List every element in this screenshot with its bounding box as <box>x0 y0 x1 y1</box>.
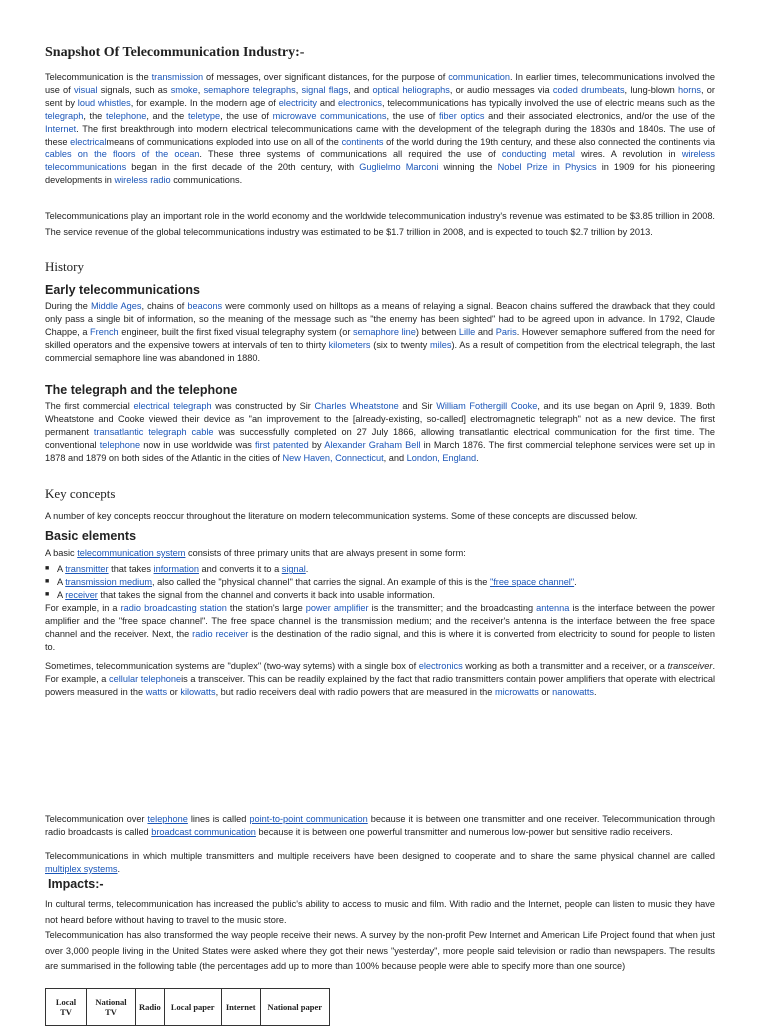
inline-link[interactable]: telephone <box>105 110 147 121</box>
inline-link[interactable]: watts <box>145 686 168 697</box>
early-telecom-heading: Early telecommunications <box>45 283 200 297</box>
duplex-paragraph: Sometimes, telecommunication systems are "duplex" (two-way sytems) with a single box of electronics working as both a transmitter and a receiver, or a transceiver. For example, a cellular telephoneis a transceiver. This can be readily explained by the fact that radio transmitters contain power amplifiers that operate with electrical powers measured in the watts or kilowatts, but radio receivers deal with radio powers that are measured in the microwatts or nanowatts. <box>45 661 716 697</box>
inline-link[interactable]: electronics <box>338 97 382 108</box>
inline-link[interactable]: transatlantic telegraph cable <box>93 426 214 437</box>
intro-paragraph-2: Telecommunications play an important role in the world economy and the worldwide telecommunication industry's revenue was estimated to be $3.85 trillion in 2008. The service revenue of the global telecommunications industry was estimated to be $1.7 trillion in 2008, and is expected to touch $2.7 trillion by 2013. <box>45 211 715 237</box>
inline-link[interactable]: smoke <box>170 84 198 95</box>
table-header-cell: Local paper <box>164 989 221 1026</box>
impacts-paragraph-2: Telecommunication has also transformed the way people receive their news. A survey by the non-profit Pew Internet and American Life Project found that when just over 3,000 people living in the United States were asked where they got their news "yesterday", more people said television or radio than newspapers. The results are summarised in the following table (the percentages add up to more than 100% because people were able to specify more than one source) <box>45 930 715 971</box>
table-header-cell: Internet <box>221 989 260 1026</box>
inline-link[interactable]: transmission medium <box>65 576 152 587</box>
inline-link[interactable]: antenna <box>536 603 570 613</box>
inline-link[interactable]: coded drumbeats <box>552 84 625 95</box>
inline-link[interactable]: wireless telecommunications <box>45 149 715 173</box>
inline-link[interactable]: Nobel Prize in Physics <box>497 162 597 173</box>
inline-link[interactable]: telegraph <box>45 110 84 121</box>
inline-link[interactable]: William Fothergill Cooke <box>436 401 538 411</box>
inline-link[interactable]: Paris <box>495 326 517 337</box>
inline-link[interactable]: semaphore line <box>353 326 416 337</box>
basic-elements-heading: Basic elements <box>45 529 137 543</box>
inline-link[interactable]: radio receiver <box>192 628 249 639</box>
inline-link[interactable]: microwatts <box>494 686 539 697</box>
inline-link[interactable]: electricity <box>278 97 317 108</box>
inline-link[interactable]: Middle Ages <box>90 301 142 311</box>
inline-link[interactable]: Alexander Graham Bell <box>324 439 421 450</box>
table-header-cell: National TV <box>87 989 136 1026</box>
inline-link[interactable]: "free space channel" <box>489 576 575 587</box>
inline-link[interactable]: teletype <box>187 110 221 121</box>
table-header-cell: Local TV <box>46 989 87 1026</box>
basic-elements-list <box>45 563 715 602</box>
inline-link[interactable]: point-to-point communication <box>249 814 368 824</box>
inline-link[interactable]: communication <box>448 72 510 82</box>
inline-link[interactable]: optical heliographs <box>372 84 450 95</box>
inline-link[interactable]: information <box>153 564 199 574</box>
inline-link[interactable]: Internet <box>45 123 77 134</box>
inline-link[interactable]: French <box>90 326 119 337</box>
inline-link[interactable]: loud whistles <box>77 97 131 108</box>
key-concepts-heading: Key concepts <box>45 486 116 501</box>
inline-link[interactable]: visual <box>73 84 98 95</box>
impacts-paragraph-1: In cultural terms, telecommunication has increased the public's ability to access to music and film. With radio and the Internet, people can listen to music they have not heard before without having to travel to the music store. <box>45 899 715 925</box>
point-to-point-paragraph: Telecommunication over telephone lines is called point-to-point communication because it is between one transmitter and one receiver. Telecommunication through radio broadcasts is called broadcast communication because it is between one powerful transmitter and numerous low-power but sensitive radio receivers. <box>45 814 716 837</box>
inline-link[interactable]: cellular telephone <box>109 673 182 684</box>
intro-paragraph-1: Telecommunication is the transmission of messages, over significant distances, for the purpose of communication. In earlier times, telecommunications involved the use of visual signals, such as smoke, semaphore telegraphs, signal flags, and optical heliographs, or audio messages via coded drumbeats, lung-blown horns, or sent by loud whistles, for example. In the modern age of electricity and electronics, telecommunications has typically involved the use of electric means such as the telegraph, the telephone, and the teletype, the use of microwave communications, the use of fiber optics and their associated electronics, and/or the use of the Internet. The first breakthrough into modern electrical telecommunications came with the development of the telegraph during the 1830s and 1840s. The use of these electricalmeans of communications exploded into use on all of the continents of the world during the 19th century, and these also connected the continents via cables on the floors of the ocean. These three systems of communications all required the use of conducting metal wires. A revolution in wireless telecommunications began in the first decade of the 20th century, with Guglielmo Marconi winning the Nobel Prize in Physics in 1909 for his pioneering developments in wireless radio communications. <box>45 72 716 186</box>
inline-link[interactable]: nanowatts <box>552 686 595 697</box>
inline-link[interactable]: Guglielmo Marconi <box>359 162 439 173</box>
inline-link[interactable]: receiver <box>65 589 98 600</box>
inline-link[interactable]: telephone <box>147 814 188 824</box>
inline-link[interactable]: microwave communications <box>272 110 387 121</box>
inline-link[interactable]: London, England <box>406 452 477 463</box>
telegraph-heading: The telegraph and the telephone <box>45 383 238 397</box>
inline-link[interactable]: signal flags <box>301 84 349 95</box>
inline-link[interactable]: transmission <box>151 72 204 82</box>
inline-link[interactable]: first patented <box>255 439 309 450</box>
inline-link[interactable]: miles <box>430 339 452 350</box>
list-item: ■ A receiver that takes the signal from the channel and converts it back into usable information. <box>45 589 715 602</box>
table-header-cell: National paper <box>260 989 329 1026</box>
inline-link[interactable]: signal <box>281 564 306 574</box>
inline-link[interactable]: Charles Wheatstone <box>314 401 399 411</box>
inline-link[interactable]: wireless radio <box>114 175 171 186</box>
inline-link[interactable]: semaphore telegraphs <box>203 84 296 95</box>
basic-elements-intro: A basic telecommunication system consists of three primary units that are always present in some form: <box>45 548 466 558</box>
inline-link[interactable]: cables on the floors of the ocean <box>45 149 200 160</box>
inline-link[interactable]: conducting metal <box>501 149 575 160</box>
radio-example-paragraph: For example, in a radio broadcasting station the station's large power amplifier is the transmitter; and the broadcasting antenna is the interface between the power amplifier and the "free space channel". The free space channel is the transmission medium; and the receiver's antenna is the interface between the free space channel and the receiver. Next, the radio receiver is the destination of the radio signal, and this is where it is converted from electricity to sound for people to listen to. <box>45 603 715 652</box>
table-header-cell: Radio <box>136 989 165 1026</box>
table-header-row <box>46 989 330 1026</box>
page-title: Snapshot Of Telecommunication Industry:- <box>45 45 305 60</box>
list-item: ■ A transmission medium, also called the "physical channel" that carries the signal. An example of this is the "free space channel". <box>45 576 715 589</box>
inline-link[interactable]: radio broadcasting station <box>120 603 227 613</box>
inline-link[interactable]: New Haven, Connecticut <box>282 452 384 463</box>
inline-link[interactable]: electronics <box>418 661 463 671</box>
inline-link[interactable]: fiber optics <box>438 110 485 121</box>
inline-link[interactable]: horns <box>678 84 702 95</box>
inline-link[interactable]: continents <box>341 136 384 147</box>
inline-link[interactable]: kilometers <box>328 339 371 350</box>
inline-link[interactable]: broadcast communication <box>151 826 256 837</box>
inline-link[interactable]: power amplifier <box>305 603 369 613</box>
early-telecom-paragraph: During the Middle Ages, chains of beacons were commonly used on hilltops as a means of relaying a signal. Beacon chains suffered the drawback that they could only pass a single bit of information, so the meaning of the message such as "the enemy has been sighted" had to be agreed upon in advance. In 1792, Claude Chappe, a French engineer, built the first fixed visual telegraphy system (or semaphore line) between Lille and Paris. However semaphore suffered from the need for skilled operators and the expensive towers at intervals of ten to thirty kilometers (six to twenty miles). As a result of competition from the electrical telegraph, the last commercial semaphore line was abandoned in 1880. <box>45 301 715 363</box>
inline-link[interactable]: telephone <box>99 439 141 450</box>
inline-link[interactable]: Lille <box>458 326 476 337</box>
multiplex-paragraph: Telecommunications in which multiple transmitters and multiple receivers have been designed to cooperate and to share the same physical channel are called multiplex systems. <box>45 851 715 874</box>
impacts-heading: Impacts:- <box>48 877 104 891</box>
list-item: ■ A transmitter that takes information and converts it to a signal. <box>45 563 715 576</box>
inline-link[interactable]: telecommunication system <box>77 548 186 558</box>
news-sources-table <box>45 988 330 1026</box>
key-concepts-paragraph: A number of key concepts reoccur throughout the literature on modern telecommunication systems. Some of these concepts are discussed below. <box>45 511 638 521</box>
history-heading: History <box>45 259 84 274</box>
inline-link[interactable]: kilowatts <box>180 686 216 697</box>
inline-link[interactable]: electrical <box>70 136 107 147</box>
inline-link[interactable]: beacons <box>187 301 223 311</box>
inline-link[interactable]: electrical telegraph <box>133 401 212 411</box>
inline-link[interactable]: multiplex systems <box>45 863 118 874</box>
italic-text: transceiver <box>667 661 713 671</box>
telegraph-paragraph: The first commercial electrical telegraph was constructed by Sir Charles Wheatstone and Sir William Fothergill Cooke, and its use began on April 9, 1839. Both Wheatstone and Cooke viewed their device as "an improvement to the [already-existing, so-called] electromagnetic telegraph" not as a new device. The first permanent transatlantic telegraph cable was successfully completed on 27 July 1866, allowing transatlantic electrical communication for the first time. The conventional telephone now in use worldwide was first patented by Alexander Graham Bell in March 1876. The first commercial telephone services were set up in 1878 and 1879 on both sides of the Atlantic in the cities of New Haven, Connecticut, and London, England. <box>45 401 715 463</box>
inline-link[interactable]: transmitter <box>65 564 109 574</box>
